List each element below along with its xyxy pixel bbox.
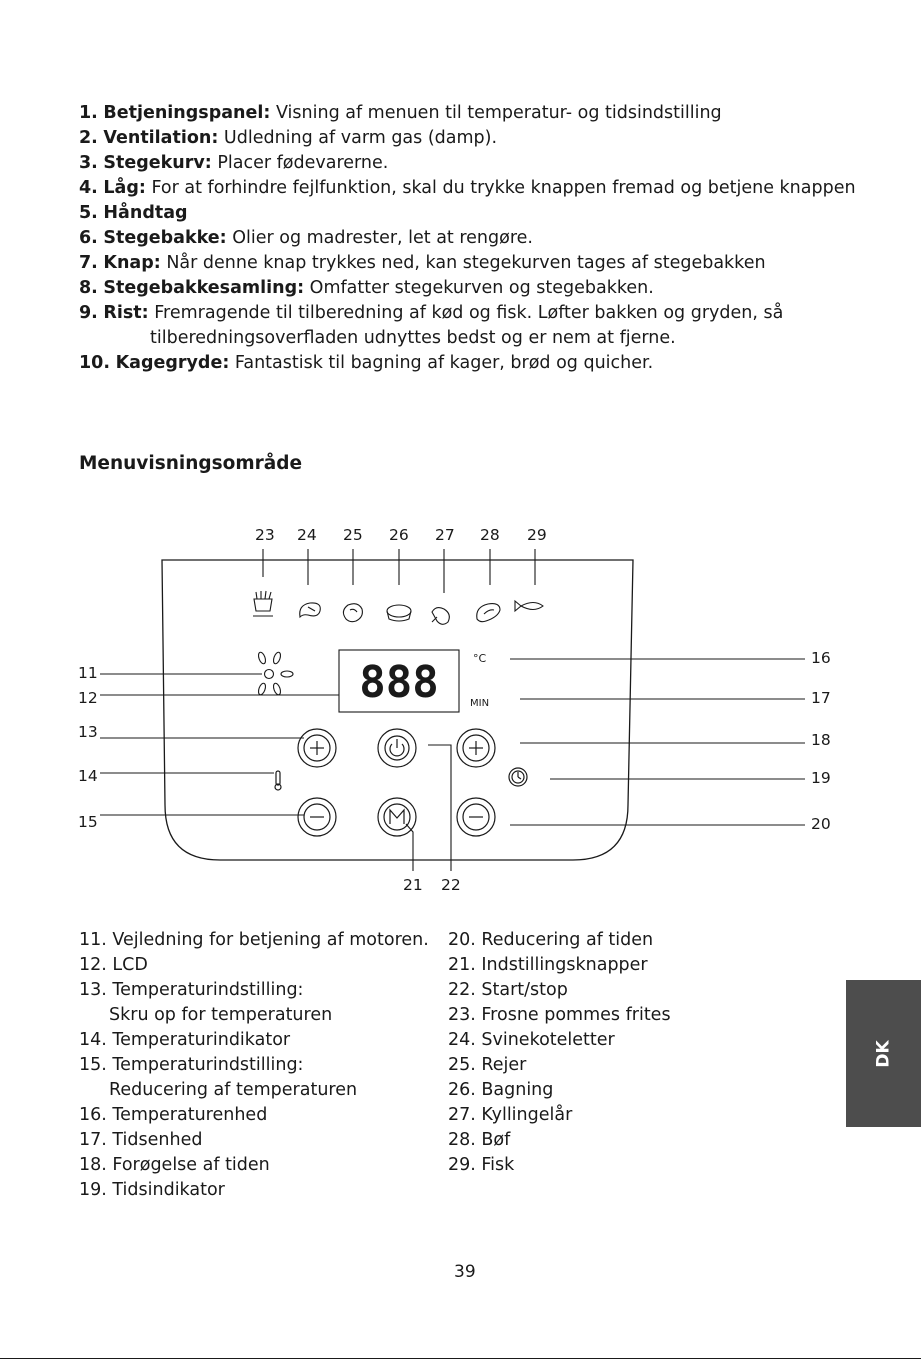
part-number: 4. [79, 178, 98, 198]
legend-item: 20. Reducering af tiden [448, 930, 654, 950]
part-description: Udledning af varm gas (damp). [223, 128, 498, 148]
legend-item: 18. Forøgelse af tiden [79, 1155, 270, 1175]
legend-item: 21. Indstillingsknapper [448, 955, 648, 975]
time-unit: MIN [470, 698, 490, 709]
clock-icon [509, 768, 527, 786]
fries-icon [253, 591, 273, 616]
callout-12: 12 [78, 689, 98, 707]
callout-22: 22 [441, 876, 461, 894]
part-item-1 [79, 101, 879, 126]
pork-chop-icon [300, 603, 321, 617]
legend-item: 25. Rejer [448, 1055, 527, 1075]
menu-button[interactable] [378, 798, 416, 836]
legend-item-continuation: Skru op for temperaturen [109, 1005, 333, 1025]
callout-25: 25 [343, 526, 363, 544]
bottom-rule [0, 1358, 921, 1359]
page-number: 39 [454, 1262, 476, 1282]
part-description: Fantastisk til bagning af kager, brød og quicher. [234, 353, 654, 373]
legend-item: 11. Vejledning for betjening af motoren. [79, 930, 429, 950]
cake-icon [387, 605, 411, 621]
callout-19: 19 [811, 769, 831, 787]
callout-14: 14 [78, 767, 98, 785]
legend-item: 29. Fisk [448, 1155, 515, 1175]
part-number: 2. [79, 128, 98, 148]
part-item-7 [79, 251, 879, 276]
thermometer-icon [275, 771, 281, 790]
section-heading: Menuvisningsområde [79, 453, 303, 474]
part-description: Placer fødevarerne. [217, 153, 389, 173]
parts-list [79, 101, 879, 376]
callout-21: 21 [403, 876, 423, 894]
part-description: Når denne knap trykkes ned, kan stegekurven tages af stegebakken [166, 253, 766, 273]
callout-24: 24 [297, 526, 317, 544]
part-item-6 [79, 226, 879, 251]
part-name: Rist: [103, 303, 149, 323]
part-item-10 [79, 351, 879, 376]
part-description: For at forhindre fejlfunktion, skal du trykke knappen fremad og betjene knappen [151, 178, 856, 198]
part-item-9 [79, 301, 879, 326]
time-down-button[interactable] [457, 798, 495, 836]
time-up-button[interactable] [457, 729, 495, 767]
language-tab-label: DK [873, 1039, 894, 1068]
callout-17: 17 [811, 689, 831, 707]
legend-item: 12. LCD [79, 955, 148, 975]
legend-item: 15. Temperaturindstilling: [79, 1055, 304, 1075]
part-name: Knap: [103, 253, 161, 273]
part-number: 3. [79, 153, 98, 173]
legend-item: 28. Bøf [448, 1130, 511, 1150]
callout-16: 16 [811, 649, 831, 667]
legend-item: 23. Frosne pommes frites [448, 1005, 671, 1025]
legend-item: 26. Bagning [448, 1080, 554, 1100]
part-number: 9. [79, 303, 98, 323]
legend-item: 14. Temperaturindikator [79, 1030, 291, 1050]
part-number: 10. [79, 353, 111, 373]
part-item-4 [79, 176, 879, 201]
legend-item: 17. Tidsenhed [79, 1130, 203, 1150]
temperature-down-button[interactable] [298, 798, 336, 836]
legend-item: 13. Temperaturindstilling: [79, 980, 304, 1000]
callout-23: 23 [255, 526, 275, 544]
part-name: Låg: [103, 178, 146, 198]
control-panel-diagram [0, 515, 921, 895]
legend-item: 27. Kyllingelår [448, 1105, 573, 1125]
callout-28: 28 [480, 526, 500, 544]
steak-icon [477, 604, 500, 622]
part-description: Visning af menuen til temperatur- og tidsindstilling [275, 103, 722, 123]
part-item-8 [79, 276, 879, 301]
part-number: 5. [79, 203, 98, 223]
callout-13: 13 [78, 723, 98, 741]
legend-right-column [448, 928, 671, 1178]
part-number: 6. [79, 228, 98, 248]
callout-26: 26 [389, 526, 409, 544]
part-item-3 [79, 151, 879, 176]
callout-15: 15 [78, 813, 98, 831]
part-description: Omfatter stegekurven og stegebakken. [309, 278, 654, 298]
part-name: Ventilation: [103, 128, 219, 148]
leader-line-22 [428, 745, 451, 871]
part-number: 7. [79, 253, 98, 273]
part-name: Betjeningspanel: [103, 103, 271, 123]
shrimp-icon [343, 604, 362, 622]
part-item-5 [79, 201, 879, 226]
callout-20: 20 [811, 815, 831, 833]
callout-27: 27 [435, 526, 455, 544]
callout-29: 29 [527, 526, 547, 544]
fish-icon [515, 601, 543, 611]
part-item-9-continuation: tilberedningsoverfladen udnyttes bedst og er nem at fjerne. [150, 328, 676, 348]
callout-11: 11 [78, 664, 98, 682]
legend-left-column [79, 928, 429, 1203]
legend-item: 22. Start/stop [448, 980, 568, 1000]
part-name: Stegebakkesamling: [103, 278, 305, 298]
part-name: Stegekurv: [103, 153, 212, 173]
part-name: Håndtag [103, 203, 188, 223]
power-button[interactable] [378, 729, 416, 767]
legend-item: 19. Tidsindikator [79, 1180, 225, 1200]
callout-18: 18 [811, 731, 831, 749]
part-name: Kagegryde: [115, 353, 230, 373]
part-number: 8. [79, 278, 98, 298]
part-name: Stegebakke: [103, 228, 227, 248]
part-number: 1. [79, 103, 98, 123]
legend-item: 24. Svinekoteletter [448, 1030, 615, 1050]
part-item-2 [79, 126, 879, 151]
legend-item: 16. Temperaturenhed [79, 1105, 268, 1125]
legend-item-continuation: Reducering af temperaturen [109, 1080, 358, 1100]
temperature-up-button[interactable] [298, 729, 336, 767]
part-description: Fremragende til tilberedning af kød og fisk. Løfter bakken og gryden, så [154, 303, 784, 323]
temperature-unit: °C [473, 652, 487, 665]
fan-icon [257, 651, 293, 695]
chicken-leg-icon [432, 608, 449, 625]
lcd-value: 888 [359, 657, 439, 708]
part-description: Olier og madrester, let at rengøre. [232, 228, 533, 248]
language-tab [846, 980, 921, 1127]
